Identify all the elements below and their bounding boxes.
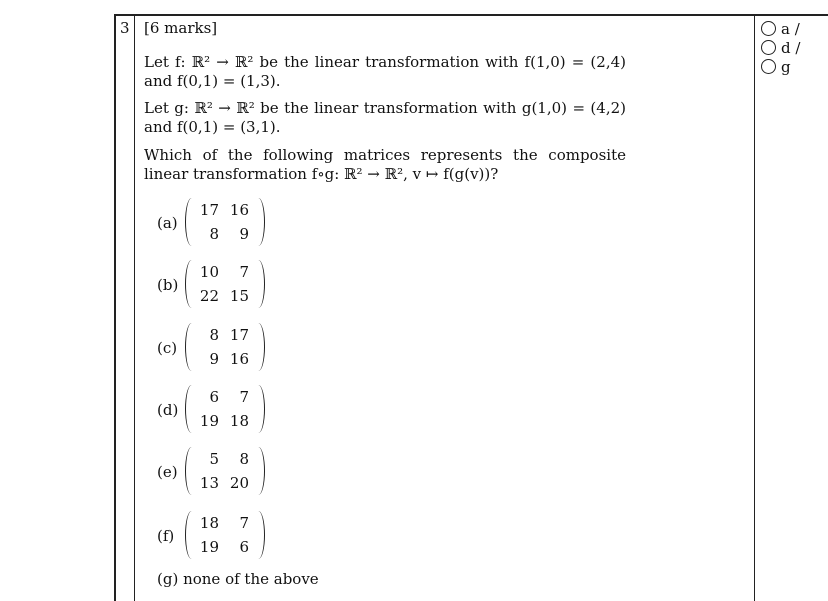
answer-choice-label: g [781, 58, 791, 76]
radio-circle-icon[interactable] [761, 21, 776, 36]
option-matrix [185, 447, 265, 497]
option-matrix [185, 323, 265, 373]
answer-choice-label: a / [781, 20, 800, 38]
option-label: (e) [157, 463, 178, 481]
answer-choice-a[interactable] [761, 20, 800, 38]
right-paren [252, 385, 265, 433]
matrix-cell: 5 [209, 450, 219, 468]
matrix-cell: 19 [199, 412, 219, 430]
matrix-cell: 8 [209, 225, 219, 243]
matrix-cell: 17 [229, 326, 249, 344]
number-column-separator [134, 14, 135, 601]
matrix-cell: 8 [239, 450, 249, 468]
question-paragraph-g: Let g: ℝ² → ℝ² be the linear transformation with g(1,0) = (4,2) and f(0,1) = (3,1). [144, 99, 626, 136]
radio-circle-icon[interactable] [761, 40, 776, 55]
frame-left-border [114, 14, 116, 601]
option-matrix [185, 511, 265, 561]
matrix-cell: 10 [199, 263, 219, 281]
radio-circle-icon[interactable] [761, 59, 776, 74]
matrix-cell: 15 [229, 287, 249, 305]
right-paren [252, 323, 265, 371]
option-label: (a) [157, 214, 178, 232]
matrix-cell: 13 [199, 474, 219, 492]
matrix-cell: 7 [239, 514, 249, 532]
right-paren [252, 511, 265, 559]
matrix-cell: 16 [229, 350, 249, 368]
option-matrix [185, 260, 265, 310]
question-number: 3 [120, 19, 130, 37]
option-g: (g) none of the above [157, 570, 319, 588]
option-label: (d) [157, 401, 179, 419]
matrix-cell: 22 [199, 287, 219, 305]
answer-choice-g[interactable] [761, 58, 791, 76]
answer-choice-d[interactable] [761, 39, 800, 57]
option-label: (b) [157, 276, 179, 294]
matrix-cell: 6 [209, 388, 219, 406]
matrix-cell: 7 [239, 263, 249, 281]
answer-column-separator [754, 14, 755, 601]
question-paragraph-f: Let f: ℝ² → ℝ² be the linear transformation with f(1,0) = (2,4) and f(0,1) = (1,3). [144, 53, 626, 90]
option-label: (f) [157, 527, 175, 545]
option-matrix [185, 385, 265, 435]
question-marks: [6 marks] [144, 19, 218, 37]
matrix-cell: 18 [199, 514, 219, 532]
option-label: (c) [157, 339, 178, 357]
answer-choice-label: d / [781, 39, 801, 57]
question-prompt: Which of the following matrices represents the composite linear transformation f∘g: ℝ² → ℝ², v ↦ f(g(v))? [144, 146, 626, 183]
frame-top-border [114, 14, 828, 16]
matrix-cell: 19 [199, 538, 219, 556]
matrix-cell: 16 [229, 201, 249, 219]
matrix-cell: 7 [239, 388, 249, 406]
matrix-cell: 6 [239, 538, 249, 556]
option-matrix [185, 198, 265, 248]
right-paren [252, 260, 265, 308]
right-paren [252, 198, 265, 246]
matrix-cell: 9 [209, 350, 219, 368]
right-paren [252, 447, 265, 495]
matrix-cell: 17 [199, 201, 219, 219]
matrix-cell: 8 [209, 326, 219, 344]
matrix-cell: 18 [229, 412, 249, 430]
matrix-cell: 9 [239, 225, 249, 243]
matrix-cell: 20 [229, 474, 249, 492]
